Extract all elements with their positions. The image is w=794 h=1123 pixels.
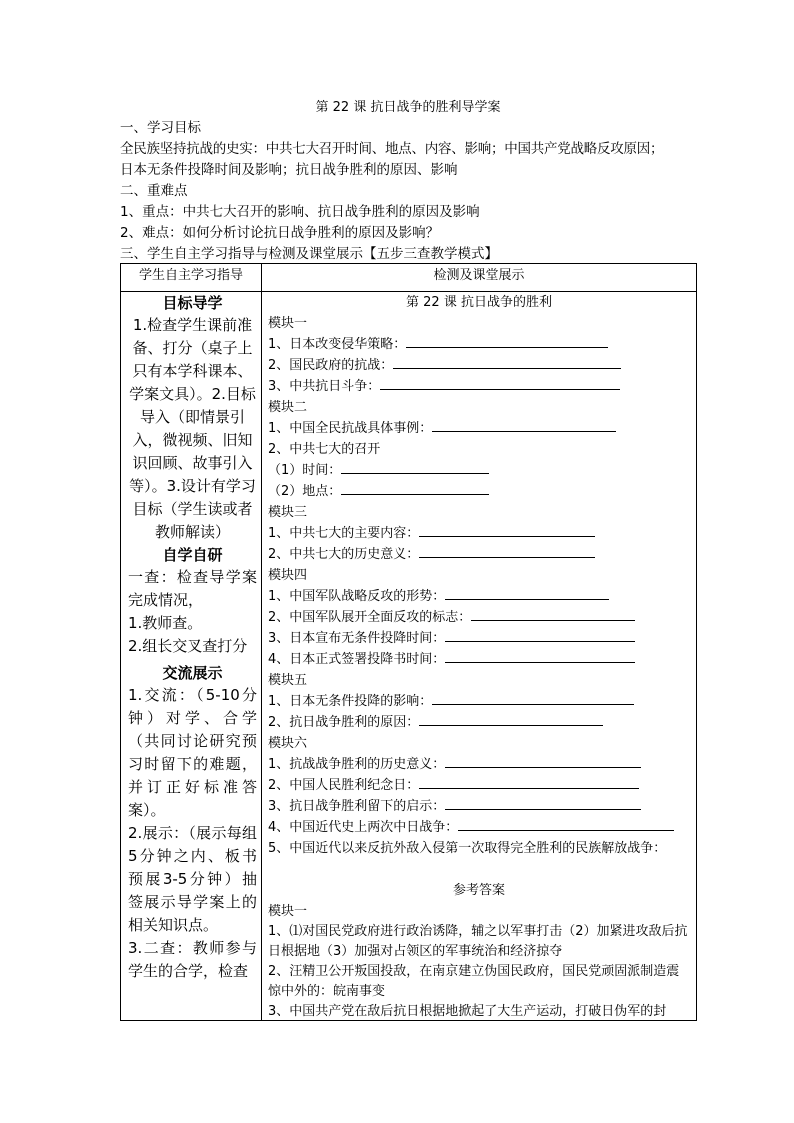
page-title: 第 22 课 抗日战争的胜利导学案 <box>315 100 501 115</box>
heading-goal-guidance: 目标导学 <box>162 294 223 312</box>
module-5-label: 模块五 <box>268 673 308 688</box>
answer-blank[interactable] <box>471 608 635 621</box>
list-item: 2、中共七大的召开 <box>268 442 381 457</box>
intro-section <box>120 118 700 265</box>
list-item: （2）地点： <box>268 481 690 502</box>
list-item: 1、抗战战争胜利的历史意义： <box>268 754 690 775</box>
self-study-item-1: 1.教师查。 <box>128 614 203 632</box>
answer-blank[interactable] <box>419 713 603 726</box>
list-item: 1、日本改变侵华策略： <box>268 334 690 355</box>
focus-line-2: 2、难点：如何分析讨论抗日战争胜利的原因及影响？ <box>120 225 440 241</box>
list-item: 5、中国近代以来反抗外敌入侵第一次取得完全胜利的民族解放战争： <box>268 841 667 856</box>
list-item: 4、中国近代史上两次中日战争： <box>268 817 690 838</box>
answer-item-1: 1、⑴对国民党政府进行政治诱降，辅之以军事打击（2）加紧进攻敌后抗日根据地（3）加强对占领区的军事统治和经济掠夺 <box>268 924 688 959</box>
list-item: 3、日本宣布无条件投降时间： <box>268 628 690 649</box>
list-item: 1、中国全民抗战具体事例： <box>268 418 690 439</box>
answer-blank[interactable] <box>341 461 489 474</box>
answer-blank[interactable] <box>419 524 595 537</box>
answer-blank[interactable] <box>445 797 641 810</box>
header-left: 学生自主学习指导 <box>121 264 262 292</box>
module-4-label: 模块四 <box>268 568 308 583</box>
answer-blank[interactable] <box>445 587 609 600</box>
list-item: 1、日本无条件投降的影响： <box>268 691 690 712</box>
heading-self-study: 自学自研 <box>162 546 223 564</box>
heading-exchange: 交流展示 <box>162 664 223 682</box>
answer-blank[interactable] <box>419 776 639 789</box>
left-column <box>121 292 262 1021</box>
header-right: 检测及课堂展示 <box>262 264 697 292</box>
guide-table <box>120 263 697 1021</box>
list-item: 2、中国军队展开全面反攻的标志： <box>268 607 690 628</box>
exchange-item-3: 3.二查：教师参与学生的合学，检查 <box>128 939 257 980</box>
answer-blank[interactable] <box>419 545 595 558</box>
list-item: （1）时间： <box>268 460 690 481</box>
self-study-check: 一查：检查导学案完成情况， <box>128 568 257 609</box>
answer-blank[interactable] <box>458 818 674 831</box>
list-item: 1、中国军队战略反攻的形势： <box>268 586 690 607</box>
goals-line-2: 日本无条件投降时间及影响；抗日战争胜利的原因、影响 <box>120 162 458 178</box>
section-heading-goals: 一、学习目标 <box>120 120 201 136</box>
module-6-label: 模块六 <box>268 736 308 751</box>
focus-line-1: 1、重点：中共七大召开的影响、抗日战争胜利的原因及影响 <box>120 204 480 220</box>
exchange-item-1: 1.交流：（5-10分钟）对学、合学（共同讨论研究预习时留下的难题，并订正好标准答案）。 <box>128 686 257 819</box>
list-item: 3、抗日战争胜利留下的启示： <box>268 796 690 817</box>
module-1-label: 模块一 <box>268 316 308 331</box>
list-item: 2、抗日战争胜利的原因： <box>268 712 690 733</box>
answer-blank[interactable] <box>341 482 489 495</box>
answer-blank[interactable] <box>432 419 616 432</box>
self-study-item-2: 2.组长交叉查打分 <box>128 637 248 655</box>
goals-line-1: 全民族坚持抗战的史实：中共七大召开时间、地点、内容、影响；中国共产党战略反攻原因； <box>120 141 664 157</box>
answer-blank[interactable] <box>406 335 608 348</box>
answer-item-2: 2、汪精卫公开叛国投敌，在南京建立伪国民政府，国民党顽固派制造震惊中外的：皖南事变 <box>268 964 680 999</box>
list-item: 2、中共七大的历史意义： <box>268 544 690 565</box>
answer-item-3: 3、中国共产党在敌后抗日根据地掀起了大生产运动，打破日伪军的封 <box>268 1004 667 1019</box>
module-2-label: 模块二 <box>268 400 308 415</box>
answer-blank[interactable] <box>445 629 635 642</box>
answer-blank[interactable] <box>380 377 620 390</box>
list-item: 2、国民政府的抗战： <box>268 355 690 376</box>
answer-blank[interactable] <box>445 755 641 768</box>
section-heading-guide: 三、学生自主学习指导与检测及课堂展示【五步三查教学模式】 <box>120 246 498 262</box>
table-body-row <box>121 292 697 1021</box>
list-item: 3、中共抗日斗争： <box>268 376 690 397</box>
lesson-heading: 第 22 课 抗日战争的胜利 <box>406 295 552 310</box>
answer-blank[interactable] <box>393 356 621 369</box>
goal-guidance-text: 1.检查学生课前准备、打分（桌子上只有本学科课本、学案文具）。2.目标导入（即情景引入，微视频、旧知识回顾、故事引入等）。3.设计有学习目标（学生读或者教师解读） <box>129 316 256 541</box>
list-item: 1、中共七大的主要内容： <box>268 523 690 544</box>
list-item: 4、日本正式签署投降书时间： <box>268 649 690 670</box>
module-3-label: 模块三 <box>268 505 308 520</box>
list-item: 2、中国人民胜利纪念日： <box>268 775 690 796</box>
right-column <box>262 292 697 1021</box>
table-header-row <box>121 264 697 292</box>
answers-module-1-label: 模块一 <box>268 904 308 919</box>
answer-blank[interactable] <box>432 692 634 705</box>
answers-heading: 参考答案 <box>452 883 505 898</box>
exchange-item-2: 2.展示：（展示每组5分钟之内、板书预展3-5分钟）抽签展示导学案上的相关知识点。 <box>128 824 257 934</box>
answer-blank[interactable] <box>445 650 635 663</box>
section-heading-focus: 二、重难点 <box>120 183 188 199</box>
